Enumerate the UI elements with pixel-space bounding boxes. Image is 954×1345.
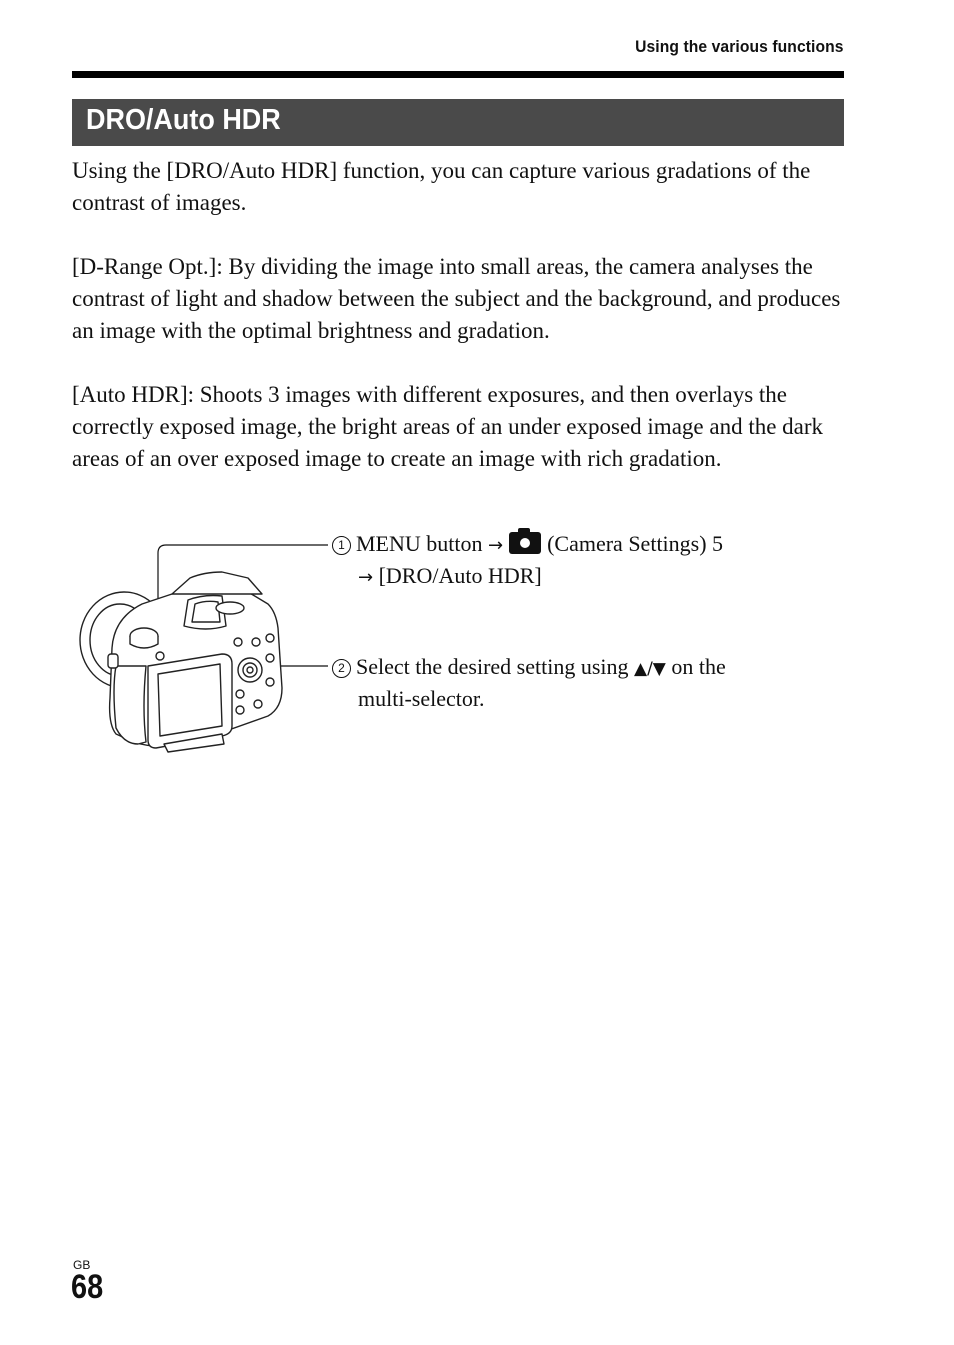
autohdr-paragraph: [Auto HDR]: Shoots 3 images with different exposures, and then overlays the correctly exposed image, the bright areas of an under exposed image and the dark areas of an over exposed image to create an image with rich gradation. [72,382,824,471]
language-code: GB [73,1258,91,1272]
step-text: (Camera Settings) 5 [547,531,724,556]
camera-icon [509,532,541,554]
step-text: on the [671,654,726,679]
step-text: MENU button [356,531,483,556]
section-title: DRO/Auto HDR [86,104,281,136]
intro-paragraph: Using the [DRO/Auto HDR] function, you can capture various gradations of the contrast of images. [72,158,811,215]
step-continuation [332,561,802,593]
step-number: 2 [332,659,351,678]
camera-illustration [72,538,342,753]
step-text: multi-selector. [358,686,485,711]
step-number: 1 [332,536,351,555]
up-down-icon: ▲/▼ [634,659,666,679]
step-text: Select the desired setting using [356,654,629,679]
step-2 [332,652,802,714]
arrow-right-icon: → [488,535,504,556]
running-header: Using the various functions [635,37,844,56]
drange-paragraph: [D-Range Opt.]: By dividing the image into small areas, the camera analyses the contrast of light and shadow between the subject and the background, and produces an image with the optimal brightness and gradation. [72,254,841,343]
step-text: [DRO/Auto HDR] [378,563,542,588]
arrow-right-icon: → [358,567,374,588]
step-1 [332,529,802,593]
page-number: 68 [71,1268,104,1306]
